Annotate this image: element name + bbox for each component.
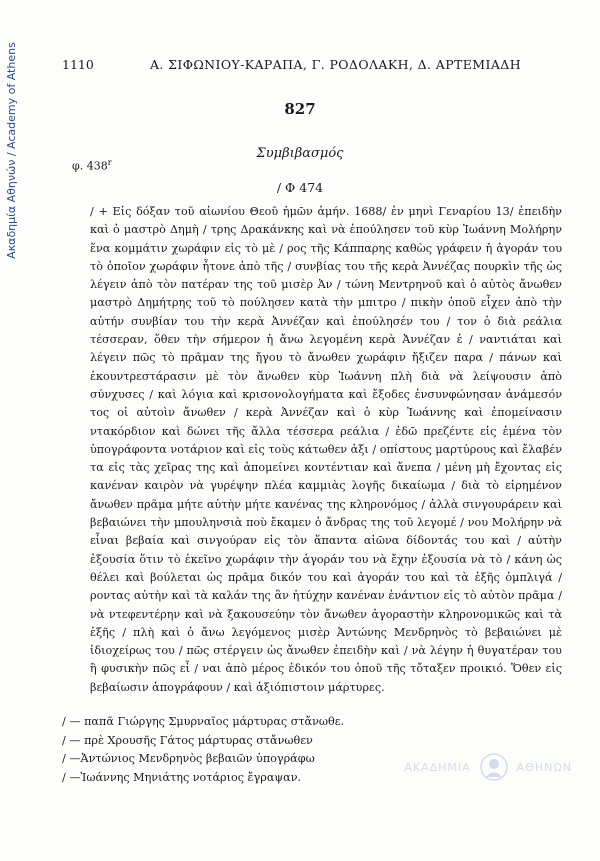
watermark-right-text: ΑΘΗΝΩΝ (516, 760, 572, 774)
side-watermark-text: Ακαδημία Αθηνών / Academy of Athens (4, 41, 18, 259)
signature-line: / — πρὲ Χρουσῆς Γάτος μάρτυρας στἄνωθεν (62, 733, 313, 747)
document-body (90, 203, 562, 697)
academy-logo-watermark (404, 752, 572, 782)
document-title: Συμβιβασμός (256, 146, 344, 161)
watermark-left-text: ΑΚΑΔΗΜΙΑ (404, 760, 471, 774)
signature-line: / —Ἰωάννης Μηνιάτης νοτάριος ἔγραψαν. (62, 770, 302, 784)
folio-superscript: r (107, 158, 112, 167)
academy-emblem-icon (479, 752, 509, 782)
body-paragraph: / + Εἰς δόξαν τοῦ αἰωνίου Θεοῦ ἡμῶν ἀμήν. 1688/ ἐν μηνὶ Γεναρίου 13/ ἐπειδὴν καὶ ὁ μαστρὸ Δημὴ / τρης Δρακάνκης καὶ νὰ ἐπούλησεν τοῦ κὺρ Ἰωάννη Μολήρην ἕνα κομμάτιν χωράφιν εἰς τὸ μὲ / ρος τῆς Κάππαρης καθὼς γράφειν ἡ ἀγοράν του τὸ ὁποῖον χωράφιν ἦτονε ἀπὸ τῆς / συνβίας του τῆς κερὰ Ἀννέζας πουρκὶν τῆς ὡς λέγειν ἀπὸ τὸν πατέραν της τοῦ μισὲρ Ἀν / τώνη Μεντρηνοῦ καὶ ὁ αὐτὸς ἄνωθεν μαστρὸ Δημήτρης τοῦ τὸ πούλησεν κατὰ τὴν μπιτρο / πικὴν ὁποῦ εἶχεν ἀπὸ τὴν αὐτήν συνβίαν του τὴν κερὰ Ἀννέζαν καὶ ἐπούλησέν του / τον ὁ διὰ ρεάλια τέσσεραν, ὅθεν τὴν σήμερον ἡ ἄνω λεγομένη κερὰ Ἀννέζαν ἐ / ναντιάται καὶ λέγειν πῶς τὸ πρᾶμαν της ἤγου τὸ ἄνωθεν χωράφιν ἤξιζεν παρα / πάνων καὶ ἐκουντρεστάρασιν μὲ τὸν ἄνωθεν κὺρ Ἰωάννη πλὴ διὰ νὰ λείψουσιν ἀπὸ σύνχυσες / καὶ λόγια καὶ κρισονολογήματα καὶ ἔξοδες ἐνσυνφώνησαν ἀνάμεσόν τος οἱ αὐτοὶν ἄνωθεν / κερὰ Ἀννέζαν καὶ ὁ κὺρ Ἰωάννης καὶ ἐπομείνασιν ντακόρδιον καὶ δώνει τῆς ἄλλα τέσσερα ρεάλια / ἐδῶ πρεζέντε εἰς ἐμένα τὸν ὑπογράφοντα νοτάριον καὶ εἰς τοὺς κάτωθεν ἀξι / οπίστους μαρτύρους καὶ ἔλαβέν τα εἰς τὰς χεῖρας της καὶ ἀπομείνει κοντέντιαν καὶ ἄνεπα / μένη μὴ ἔχοντας εἰς κανέναν καιρὸν νὰ γυρέψην πλέα καμμιὰς λογῆς δικαίωμα / διὰ τὸ εἰρημένον ἄνωθεν πρᾶμα μήτε αὐτὴν μήτε κανένας της κληρονόμος / ἀλλὰ σινγουράρειν καὶ βεβαιώνει τὴν μπουληνσιὰ ποὺ ἔκαμεν ὁ ἄνδρας της τοῦ λεγομέ / νου Μολήρην νὰ εἶναι βεβαία καὶ σινγούραν εἰς τὸν ἅπαντα αἰῶνα δίδοντάς του καὶ / αὐτὴν ἐξουσία ὅτιν τὸ ἐκεῖνο χωράφιν τὴν ἀγοράν του νὰ ἔχην ἐξουσία νὰ τὸ / κάνη ὡς θέλει καὶ βούλεται ὡς πρᾶμα δικόν του καὶ ἀγοράν του καὶ τὰ ἑξῆς ὁμπλιγά / ροντας αὐτὴν καὶ τὰ καλάν της ἂν ἠτύχην κανέναν ἐνάντιον εἰς τὸ αὐτὸν πρᾶμα / νὰ ντεφεντέρην καὶ νὰ ξακουσεύην τὸν ἄνωθεν ἀγοραστὴν κληρονομικῶς καὶ τὰ ἑξῆς / πλὴ καὶ ὁ ἄνω λεγόμενος μισὲρ Ἀντώνης Μενδρηνὸς τὸ βεβαιώνει μὲ ἰδιοχείρως του / πῶς στέργειν ὡς ἄνωθεν ἐπειδὴν καὶ / νὰ λέγην ἡ θυγατέραν του ἢ φυσικὴν πῶς εἶ / ναι ἀπὸ μέρος ἐδικόν του ὁποῦ τῆς τὄταξεν προικιό. Ὅθεν εἰς βεβαίωσιν ἀπογράφουν / καὶ ἀξιόπιστοιν μάρτυρες. (90, 205, 562, 694)
folio-text: φ. 438 (72, 159, 108, 173)
archive-reference: / Φ 474 (276, 180, 324, 195)
folio-reference (72, 158, 112, 173)
running-header (62, 55, 570, 77)
page-number: 1110 (62, 57, 94, 72)
signatures-block (62, 713, 344, 787)
document-number: 827 (284, 100, 316, 118)
signature-line: / —Ἀντώνιος Μενδρηνὸς βεβαιῶν ὑπογράφω (62, 752, 315, 765)
signature-line: / — παπᾶ Γιώργης Σμυρναῖος μάρτυρας στἄνωθε. (62, 715, 345, 728)
header-authors: Α. ΣΙΦΩΝΙΟΥ-ΚΑΡΑΠΑ, Γ. ΡΟΔΟΛΑΚΗ, Δ. ΑΡΤΕΜΙΑΔΗ (150, 57, 521, 72)
